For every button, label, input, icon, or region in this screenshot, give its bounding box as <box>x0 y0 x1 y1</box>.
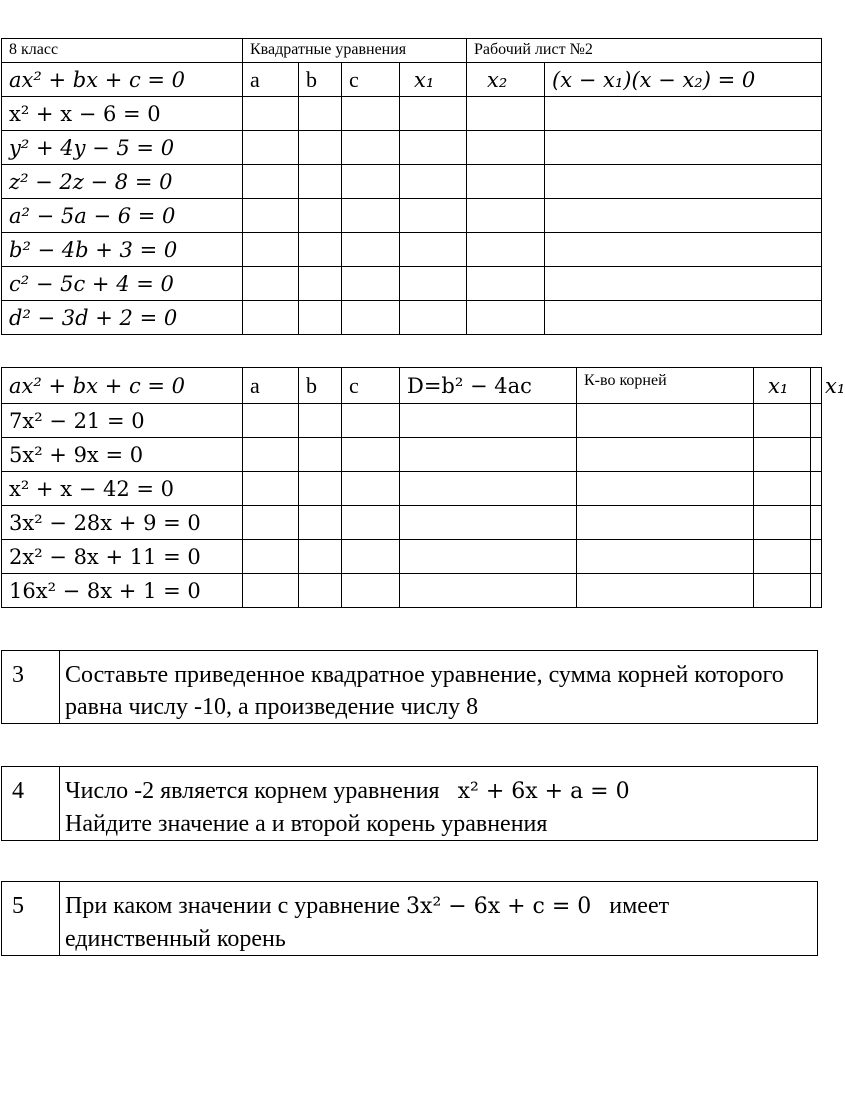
col-a-header: a <box>243 368 299 404</box>
task-text <box>60 882 818 956</box>
topic-label: Квадратные уравнения <box>243 39 467 63</box>
col-a-header: a <box>243 63 299 97</box>
task-text-before: При каком значении с уравнение <box>65 893 401 919</box>
equation-cell: 7x² − 21 = 0 <box>2 404 243 438</box>
table1-header-row <box>2 63 822 97</box>
table-row <box>2 472 822 506</box>
table-roots-factoring <box>1 38 822 335</box>
equation-cell: b² − 4b + 3 = 0 <box>2 233 243 267</box>
task-5-box <box>1 881 818 956</box>
table-row <box>2 131 822 165</box>
col-c-header: c <box>342 368 400 404</box>
table-row <box>2 165 822 199</box>
table-row <box>2 404 822 438</box>
table-row <box>2 233 822 267</box>
table-row <box>2 506 822 540</box>
equation-cell: 3x² − 28x + 9 = 0 <box>2 506 243 540</box>
task-equation: 3x² − 6x + c = 0 <box>406 894 592 919</box>
col-b-header: b <box>299 63 342 97</box>
table-row <box>2 574 822 608</box>
equation-cell: c² − 5c + 4 = 0 <box>2 267 243 301</box>
task-number: 4 <box>2 767 60 841</box>
table-discriminant <box>1 367 845 608</box>
equation-cell: y² + 4y − 5 = 0 <box>2 131 243 165</box>
task-number: 5 <box>2 882 60 956</box>
task-text <box>60 767 818 841</box>
equation-cell: d² − 3d + 2 = 0 <box>2 301 243 335</box>
equation-cell: 5x² + 9x = 0 <box>2 438 243 472</box>
task-3-box <box>1 650 818 724</box>
task-4-box <box>1 766 818 841</box>
worksheet-header-row <box>2 39 822 63</box>
table2-header-row <box>2 368 822 404</box>
grade-label: 8 класс <box>2 39 243 63</box>
task-number: 3 <box>2 651 60 724</box>
equation-cell: 16x² − 8x + 1 = 0 <box>2 574 243 608</box>
equation-cell: a² − 5a − 6 = 0 <box>2 199 243 233</box>
col-x1-second-header: x₁ <box>811 368 822 404</box>
col-root-count-header: К-во корней <box>577 368 754 404</box>
table-row <box>2 199 822 233</box>
worksheet-number-label: Рабочий лист №2 <box>467 39 822 63</box>
col-x2-header: x₂ <box>467 63 545 97</box>
equation-cell: x² + x − 6 = 0 <box>2 97 243 131</box>
col-factored-header: (x − x₁)(x − x₂) = 0 <box>545 63 822 97</box>
col-c-header: c <box>342 63 400 97</box>
equation-cell: 2x² − 8x + 11 = 0 <box>2 540 243 574</box>
equation-cell: x² + x − 42 = 0 <box>2 472 243 506</box>
task-text-after: Найдите значение а и второй корень уравнения <box>65 811 548 837</box>
col-x1-header: x₁ <box>754 368 811 404</box>
table-row <box>2 267 822 301</box>
table-row <box>2 540 822 574</box>
task-text-after: имеет единственный корень <box>65 893 670 952</box>
table-row <box>2 438 822 472</box>
col-discriminant-header: D=b² − 4ac <box>400 368 577 404</box>
task-text-before: Число -2 является корнем уравнения <box>65 778 440 804</box>
task-text: Составьте приведенное квадратное уравнение, сумма корней которого равна числу -10, а произведение числу 8 <box>60 651 818 724</box>
table-row <box>2 97 822 131</box>
general-form-cell: ax² + bx + c = 0 <box>2 63 243 97</box>
general-form-cell: ax² + bx + c = 0 <box>2 368 243 404</box>
col-x1-header: x₁ <box>400 63 467 97</box>
col-b-header: b <box>299 368 342 404</box>
table-row <box>2 301 822 335</box>
equation-cell: z² − 2z − 8 = 0 <box>2 165 243 199</box>
task-equation: x² + 6x + a = 0 <box>457 779 630 804</box>
